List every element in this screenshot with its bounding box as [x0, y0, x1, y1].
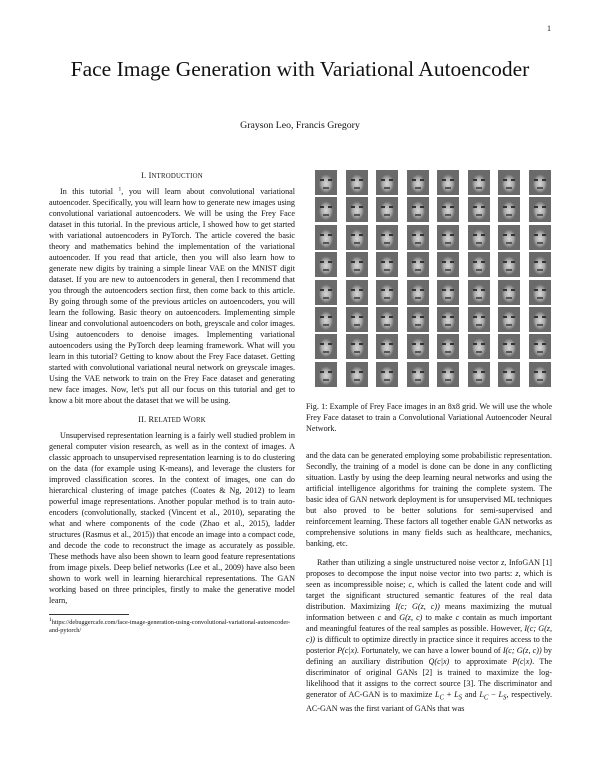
figure-caption: Fig. 1: Example of Frey Face images in an 8x8 grid. We will use the whole Frey Face dataset to train a Convolutional Variational Autoencoder Neural Network. — [306, 401, 552, 433]
math-var: c — [455, 612, 460, 622]
intro-text-start: In this tutorial — [60, 187, 119, 196]
math-expr: I(c; G(z, c)) — [502, 645, 542, 655]
text-run: means maximizing the mutual information between — [306, 601, 552, 622]
face-image — [437, 197, 459, 222]
face-image — [529, 280, 551, 305]
face-image — [407, 362, 429, 387]
face-image — [468, 197, 490, 222]
face-image — [376, 252, 398, 277]
face-image — [376, 334, 398, 359]
author-list: Grayson Leo, Francis Gregory — [240, 120, 360, 131]
face-image — [529, 225, 551, 250]
face-image — [498, 280, 520, 305]
math-subscript: S — [458, 694, 463, 702]
face-image — [346, 170, 368, 195]
intro-text-rest: , you will learn about convolutional variational autoencoder. Specifically, you will learn how to generate new images using convolutional variational autoencoders. We will be using the Frey Face dataset in this tutorial. In the previous article, I showed how to get started with variational autoencoders in PyTorch. The article covered the basic theory and mathematics behind the implementation of the variational autoencoder. If you read that article, then you will also learn how to generate new digits by training a simple linear VAE on the MNIST digit dataset. If you are new to autoencoders in general, then I recommend that you through the autoencoders section first, then come back to this article. By going through some of the previous articles on autoencoders, you will learn the following. Basic theory on autoencoders. Implementing simple linear and convolutional autoencoders on both, greyscale and color images. Using autoencoders to denoise images. Implementing variational autoencoders using the PyTorch deep learning framework. What will you learn in this tutorial? Getting to know about the Frey Face dataset. Getting started with convolutional variational neural network on greyscale images. Using the VAE network to train on the Frey Face dataset and generating new face images. Now, let's put all our focus on this tutorial and get to know a bit more about the dataset that we will be using. — [49, 187, 295, 405]
heading-initial: I — [148, 171, 152, 180]
math-var: L — [434, 689, 440, 699]
face-image — [315, 334, 337, 359]
math-expr: P(c|x) — [512, 656, 533, 666]
face-image — [376, 362, 398, 387]
face-image — [468, 362, 490, 387]
section-heading-related-work — [49, 414, 295, 426]
related-work-paragraph: Unsupervised representation learning is a fairly well studied problem in general computer vision research, as well as in the context of images. A classic approach to unsupervised representation learning is to do clustering on the data (for example using K-means), and leverage the clusters for improved classification scores. In the context of images, one can do hierarchical clustering of image patches (Coates & Ng, 2012) to learn powerful image representations. Another popular method is to train auto-encoders (convolutionally, stacked (Vincent et al., 2010), separating the what and where components of the code (Zhao et al., 2015), ladder structures (Rasmus et al., 2015)) that encode an image into a compact code, and decode the code to reconstruct the image as accurately as possible. These methods have also been shown to learn good feature representations from image pixels. Deep belief networks (Lee et al., 2009) have also been shown to work well in learning hierarchical representations. The GAN working based on three principles, firstly to make the generative model learn, — [49, 431, 295, 605]
math-subscript: C — [483, 694, 489, 702]
text-run: , which is seen as incompressible noise; — [306, 568, 553, 589]
face-image — [498, 225, 520, 250]
face-image — [498, 252, 520, 277]
face-image — [376, 225, 398, 250]
face-image — [376, 170, 398, 195]
face-image — [315, 307, 337, 332]
face-image — [437, 252, 459, 277]
gan-principles-paragraph: and the data can be generated employing some probabilistic representation. Secondly, the training of a model is done can be done in any conflicting situation. Lastly by using the deep learning neural networks and using the artificial intelligence algorithms for training the complete system. The basic idea of GAN network deployment is for unsupervised ML techniques but also proved to be better solutions for semi-supervised and reinforcement learning. These factors all together enable GAN networks as comprehensive solutions in many fields such as healthcare, mechanics, banking, etc. — [306, 450, 552, 548]
face-image — [468, 280, 490, 305]
footnote-reference[interactable]: 1 — [118, 186, 122, 193]
face-image — [407, 197, 429, 222]
face-image — [346, 225, 368, 250]
face-image — [498, 334, 520, 359]
footnote-mark: 1 — [49, 616, 52, 623]
math-expr: G(z, c) — [399, 612, 423, 622]
text-run: + — [444, 689, 455, 699]
text-run: by defining an auxiliary distribution — [306, 645, 552, 666]
text-run: , which is called the latent code and will target the significant structured semantic features of the real data distribution. Maximizing — [306, 579, 552, 611]
face-image — [346, 334, 368, 359]
face-image — [529, 252, 551, 277]
footnote — [49, 616, 295, 635]
face-image — [498, 170, 520, 195]
frey-face-image-grid — [315, 170, 552, 387]
footnote-url[interactable]: https://debuggercafe.com/face-image-generation-using-convolutional-variational-autoencoder-and-pytorch/ — [49, 619, 291, 634]
heading-initial: W — [182, 415, 191, 424]
face-image — [346, 307, 368, 332]
math-var: c — [377, 612, 382, 622]
math-expr: I(c; G(z, c)) — [306, 623, 552, 644]
face-image — [376, 307, 398, 332]
text-run: . The discriminator of original GANs [2] is trained to maximize the log-likelihood that it assigns to the correct source [3]. The discriminator and generator of AC-GAN is to maximize — [306, 656, 552, 699]
face-image — [498, 362, 520, 387]
left-column — [49, 170, 295, 635]
face-image — [346, 197, 368, 222]
math-var: L — [454, 689, 459, 699]
face-image — [376, 197, 398, 222]
face-image — [437, 334, 459, 359]
math-var: L — [498, 689, 504, 699]
heading-rest: ELATED — [154, 417, 183, 424]
text-run: , InfoGAN [1] proposes to decompose the input noise vector into two parts: — [306, 557, 552, 578]
section-heading-introduction — [49, 170, 295, 182]
face-image — [468, 307, 490, 332]
math-var: z — [501, 557, 505, 567]
face-image — [468, 334, 490, 359]
section-numeral: I. — [141, 171, 147, 180]
face-image — [468, 225, 490, 250]
face-image — [407, 225, 429, 250]
text-run: to approximate — [449, 656, 513, 666]
face-image — [498, 197, 520, 222]
text-run: is difficult to optimize directly in practice since it requires access to the posterior — [306, 634, 552, 655]
text-run: contain as much important and meaningful features of the real samples as possible. However, — [306, 612, 552, 633]
heading-rest: ORK — [190, 417, 206, 424]
text-run: , respectively. AC-GAN was the first variant of GANs that was — [306, 689, 552, 714]
heading-rest: NTRODUCTION — [151, 173, 203, 180]
math-expr: I(c; G(z, c)) — [395, 601, 440, 611]
math-subscript: C — [439, 694, 445, 702]
face-image — [407, 334, 429, 359]
face-image — [437, 170, 459, 195]
math-expr: Q(c|x) — [428, 656, 450, 666]
face-image — [346, 252, 368, 277]
face-image — [529, 197, 551, 222]
heading-initial: R — [148, 415, 155, 424]
face-image — [315, 197, 337, 222]
math-var: z — [515, 568, 519, 578]
face-image — [437, 280, 459, 305]
face-image — [407, 280, 429, 305]
face-image — [346, 362, 368, 387]
face-image — [407, 307, 429, 332]
face-image — [498, 307, 520, 332]
face-image — [529, 362, 551, 387]
math-var: L — [479, 689, 484, 699]
text-run: . Fortunately, we can have a lower bound of — [356, 645, 503, 655]
face-image — [407, 252, 429, 277]
text-run: and — [381, 612, 400, 622]
math-expr: P(c|x) — [337, 645, 357, 655]
face-image — [529, 170, 551, 195]
text-run: to make — [422, 612, 456, 622]
face-image — [529, 334, 551, 359]
infogan-paragraph — [306, 557, 552, 715]
face-image — [407, 170, 429, 195]
face-image — [529, 307, 551, 332]
text-run: − — [488, 689, 499, 699]
face-image — [376, 280, 398, 305]
introduction-paragraph — [49, 186, 295, 406]
face-image — [437, 225, 459, 250]
math-var: c — [408, 579, 413, 589]
face-image — [346, 280, 368, 305]
face-image — [468, 252, 490, 277]
math-subscript: S — [503, 694, 507, 702]
section-numeral: II. — [138, 415, 147, 424]
face-image — [315, 362, 337, 387]
face-image — [315, 225, 337, 250]
face-image — [315, 252, 337, 277]
face-image — [315, 170, 337, 195]
right-column — [306, 170, 552, 714]
face-image — [437, 362, 459, 387]
paper-title: Face Image Generation with Variational Autoencoder — [70, 57, 530, 81]
page-number: 1 — [547, 24, 551, 33]
face-image — [437, 307, 459, 332]
face-image — [315, 280, 337, 305]
footnote-divider — [49, 614, 129, 615]
text-run: Rather than utilizing a single unstructured noise vector — [317, 557, 502, 567]
text-run: and — [462, 689, 480, 699]
face-image — [468, 170, 490, 195]
